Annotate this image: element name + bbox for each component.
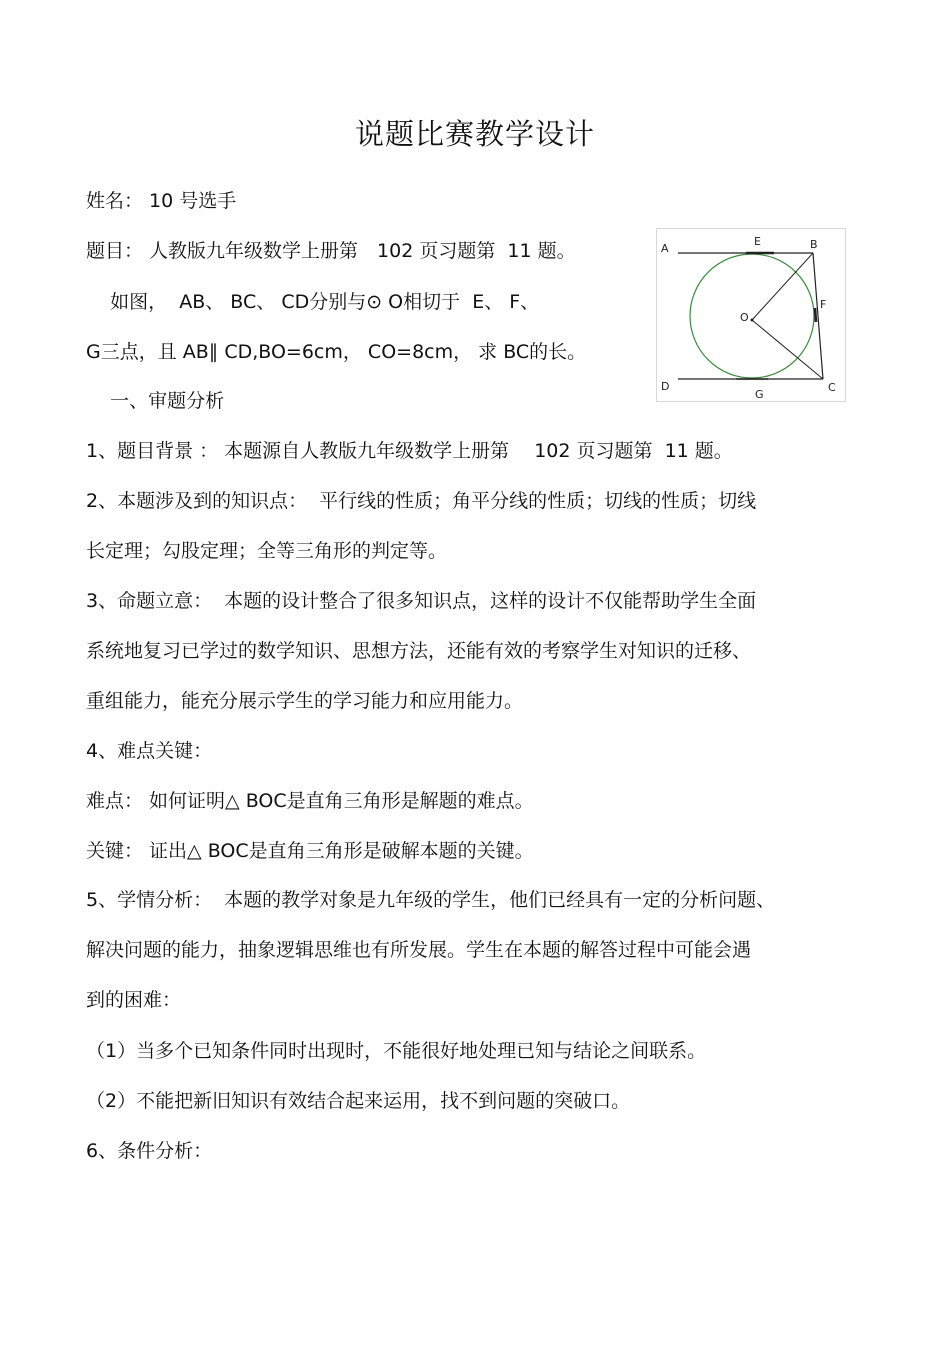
text-line-name: 姓名： 10 号选手 (86, 190, 237, 212)
label-d: D (661, 380, 670, 393)
label-f: F (820, 298, 827, 311)
label-a: A (661, 242, 669, 255)
text-line-difficulty-heading: 4、难点关键： (86, 740, 213, 762)
text-line-conditions-heading: 6、条件分析： (86, 1140, 213, 1162)
text-line-difficulty-1: （1）当多个已知条件同时出现时，不能很好地处理已知与结论之间联系。 (86, 1040, 707, 1062)
text-line-intent-2: 系统地复习已学过的数学知识、思想方法，还能有效的考察学生对知识的迁移、 (86, 640, 752, 662)
geometry-figure-svg (656, 228, 846, 402)
document-title: 说题比赛教学设计 (354, 117, 595, 151)
text-line-students-2: 解决问题的能力，抽象逻辑思维也有所发展。学生在本题的解答过程中可能会遇 (86, 939, 752, 961)
text-line-background: 1、题目背景 ： 本题源自人教版九年级数学上册第 102 页习题第 11 题。 (86, 440, 733, 462)
label-o: O (740, 311, 749, 324)
text-line-difficulty: 难点： 如何证明△ BOC是直角三角形是解题的难点。 (86, 790, 534, 812)
label-c: C (828, 381, 836, 394)
text-line-knowledge-2: 长定理；勾股定理；全等三角形的判定等。 (86, 540, 448, 562)
label-b: B (810, 238, 818, 251)
text-line-statement-2: G三点，且 AB∥ CD,BO=6cm， CO=8cm， 求 BC的长。 (86, 341, 587, 363)
text-line-difficulty-2: （2）不能把新旧知识有效结合起来运用，找不到问题的突破口。 (86, 1090, 631, 1112)
line-bo (752, 253, 813, 320)
section-heading-analysis: 一、审题分析 (86, 390, 225, 412)
text-line-students-1: 5、学情分析： 本题的教学对象是九年级的学生，他们已经具有一定的分析问题、 (86, 889, 776, 911)
label-e: E (754, 235, 761, 248)
geometry-figure (656, 228, 846, 402)
tangent-mark-f (815, 308, 816, 322)
text-line-problem: 题目： 人教版九年级数学上册第 102 页习题第 11 题。 (86, 240, 576, 262)
point-o (751, 319, 754, 322)
text-line-statement-1: 如图， AB、 BC、 CD分别与⊙ O相切于 E、 F、 (86, 291, 540, 313)
text-line-students-3: 到的困难： (86, 989, 182, 1011)
text-line-knowledge-1: 2、本题涉及到的知识点： 平行线的性质；角平分线的性质；切线的性质；切线 (86, 490, 757, 512)
text-line-intent-1: 3、命题立意： 本题的设计整合了很多知识点，这样的设计不仅能帮助学生全面 (86, 590, 757, 612)
text-line-key: 关键： 证出△ BOC是直角三角形是破解本题的关键。 (86, 840, 534, 862)
label-g: G (755, 388, 764, 401)
text-line-intent-3: 重组能力，能充分展示学生的学习能力和应用能力。 (86, 690, 524, 712)
